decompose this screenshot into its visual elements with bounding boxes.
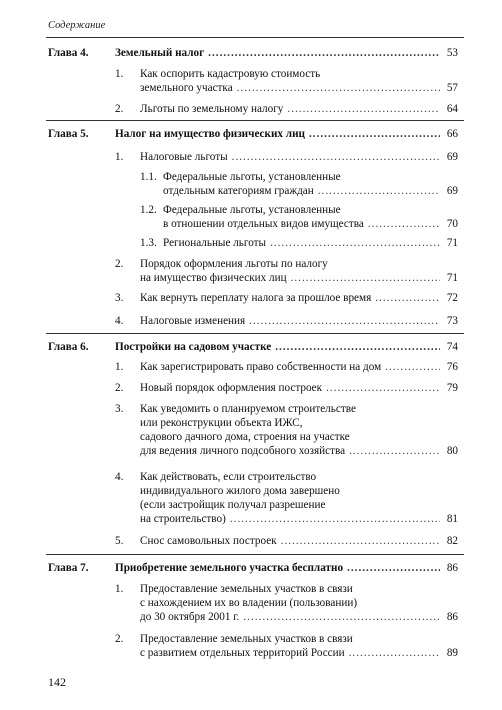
page-number: 142 xyxy=(48,675,66,689)
dot-leader xyxy=(208,46,440,60)
dot-leader xyxy=(249,314,440,328)
item-text-line: Как уведомить о планируемом строительстве xyxy=(140,403,356,415)
chapter-number: Глава 7. xyxy=(48,562,89,574)
toc-entry-text: для ведения личного подсобного хозяйства xyxy=(140,445,346,457)
toc-entry xyxy=(140,381,458,395)
item-text-line: Как действовать, если строительство xyxy=(140,471,317,483)
dot-leader xyxy=(281,534,440,548)
item-number: 4. xyxy=(115,315,124,327)
item-number: 2. xyxy=(115,633,124,645)
chapter-title-text: Земельный налог xyxy=(115,47,205,59)
dot-leader xyxy=(349,444,440,458)
item-text-line: Как оспорить кадастровую стоимость xyxy=(140,68,321,80)
item-number: 2. xyxy=(115,103,124,115)
item-number: 4. xyxy=(115,471,124,483)
item-number: 1. xyxy=(115,361,124,373)
dot-leader xyxy=(232,150,440,164)
toc-entry xyxy=(163,184,458,198)
toc-entry xyxy=(163,236,458,250)
dot-leader xyxy=(287,102,439,116)
page-ref: 72 xyxy=(446,292,458,304)
toc-entry-text: Налоговые изменения xyxy=(140,315,246,327)
page-ref: 66 xyxy=(446,128,458,140)
dot-leader xyxy=(275,340,440,354)
dot-leader xyxy=(375,291,440,305)
item-text-line: с нахождением их во владении (пользовании) xyxy=(140,597,358,609)
toc-entry-text: Налоговые льготы xyxy=(140,151,228,163)
dot-leader xyxy=(270,236,440,250)
page-ref: 53 xyxy=(446,47,458,59)
page-ref: 57 xyxy=(446,82,458,94)
page-ref: 71 xyxy=(446,237,458,249)
toc-entry-text: земельного участка xyxy=(140,82,233,94)
toc-entry-text: до 30 октября 2001 г. xyxy=(140,611,240,623)
page-ref: 79 xyxy=(446,382,458,394)
chapter-number: Глава 4. xyxy=(48,47,89,59)
toc-entry xyxy=(163,217,458,231)
item-text-line: (если застройщик получал разрешение xyxy=(140,499,326,511)
chapter-title xyxy=(115,46,458,60)
toc-entry-text: Снос самовольных построек xyxy=(140,535,277,547)
dot-leader xyxy=(385,360,440,374)
item-number: 2. xyxy=(115,258,124,270)
toc-entry xyxy=(140,444,458,458)
toc-entry xyxy=(140,291,458,305)
chapter-title-text: Постройки на садовом участке xyxy=(115,341,272,353)
toc-entry-text: Новый порядок оформления построек xyxy=(140,382,323,394)
dot-leader xyxy=(230,512,440,526)
dot-leader xyxy=(237,81,440,95)
item-number: 1.2. xyxy=(140,204,157,216)
page-ref: 80 xyxy=(446,445,458,457)
page-ref: 73 xyxy=(446,315,458,327)
toc-entry xyxy=(140,512,458,526)
toc-entry xyxy=(140,314,458,328)
chapter-title-text: Налог на имущество физических лиц xyxy=(115,128,305,140)
chapter-title xyxy=(115,561,458,575)
item-text-line: Предоставление земельных участков в связи xyxy=(140,633,353,645)
chapter-number: Глава 6. xyxy=(48,341,89,353)
header-rule xyxy=(46,37,464,38)
toc-entry-text: в отношении отдельных видов имущества xyxy=(163,218,364,230)
page-ref: 71 xyxy=(446,272,458,284)
item-text-line: или реконструкции объекта ИЖС, xyxy=(140,417,303,429)
page-ref: 74 xyxy=(446,341,458,353)
page-ref: 69 xyxy=(446,185,458,197)
toc-entry-text: с развитием отдельных территорий России xyxy=(140,647,345,659)
running-header: Содержание xyxy=(48,20,106,31)
chapter-title-text: Приобретение земельного участка бесплатно xyxy=(115,562,344,574)
dot-leader xyxy=(368,217,440,231)
chapter-number: Глава 5. xyxy=(48,128,89,140)
item-number: 1. xyxy=(115,68,124,80)
item-number: 2. xyxy=(115,382,124,394)
toc-entry-text: Льготы по земельному налогу xyxy=(140,103,284,115)
page-ref: 70 xyxy=(446,218,458,230)
dot-leader xyxy=(349,646,440,660)
item-number: 1. xyxy=(115,151,124,163)
page-ref: 89 xyxy=(446,647,458,659)
page-ref: 82 xyxy=(446,535,458,547)
item-text-line: Федеральные льготы, установленные xyxy=(163,204,341,216)
dot-leader xyxy=(318,184,440,198)
item-number: 5. xyxy=(115,535,124,547)
page-ref: 64 xyxy=(446,103,458,115)
page-ref: 86 xyxy=(446,611,458,623)
toc-entry xyxy=(140,610,458,624)
dot-leader xyxy=(309,127,440,141)
item-text-line: индивидуального жилого дома завершено xyxy=(140,485,340,497)
item-number: 3. xyxy=(115,403,124,415)
chapter-title xyxy=(115,127,458,141)
chapter-title xyxy=(115,340,458,354)
toc-entry xyxy=(140,102,458,116)
toc-entry-text: Региональные льготы xyxy=(163,237,267,249)
item-number: 3. xyxy=(115,292,124,304)
toc-entry-text: на строительство) xyxy=(140,513,226,525)
chapter-divider xyxy=(46,554,464,555)
toc-entry xyxy=(140,271,458,285)
chapter-divider xyxy=(46,333,464,334)
toc-entry xyxy=(140,81,458,95)
page-ref: 76 xyxy=(446,361,458,373)
item-number: 1. xyxy=(115,583,124,595)
item-number: 1.1. xyxy=(140,171,157,183)
toc-entry-text: Как вернуть переплату налога за прошлое время xyxy=(140,292,372,304)
dot-leader xyxy=(326,381,440,395)
toc-entry-text: на имущество физических лиц xyxy=(140,272,287,284)
item-text-line: садового дачного дома, строения на участке xyxy=(140,431,350,443)
dot-leader xyxy=(291,271,440,285)
page-ref: 69 xyxy=(446,151,458,163)
toc-entry-text: отдельным категориям граждан xyxy=(163,185,314,197)
page-ref: 86 xyxy=(446,562,458,574)
toc-entry-text: Как зарегистрировать право собственности на дом xyxy=(140,361,382,373)
toc-entry xyxy=(140,534,458,548)
dot-leader xyxy=(347,561,440,575)
toc-entry xyxy=(140,646,458,660)
item-text-line: Предоставление земельных участков в связи xyxy=(140,583,353,595)
toc-entry xyxy=(140,150,458,164)
toc-entry xyxy=(140,360,458,374)
page-ref: 81 xyxy=(446,513,458,525)
item-number: 1.3. xyxy=(140,237,157,249)
item-text-line: Порядок оформления льготы по налогу xyxy=(140,258,328,270)
chapter-divider xyxy=(46,120,464,121)
dot-leader xyxy=(243,610,439,624)
item-text-line: Федеральные льготы, установленные xyxy=(163,171,341,183)
